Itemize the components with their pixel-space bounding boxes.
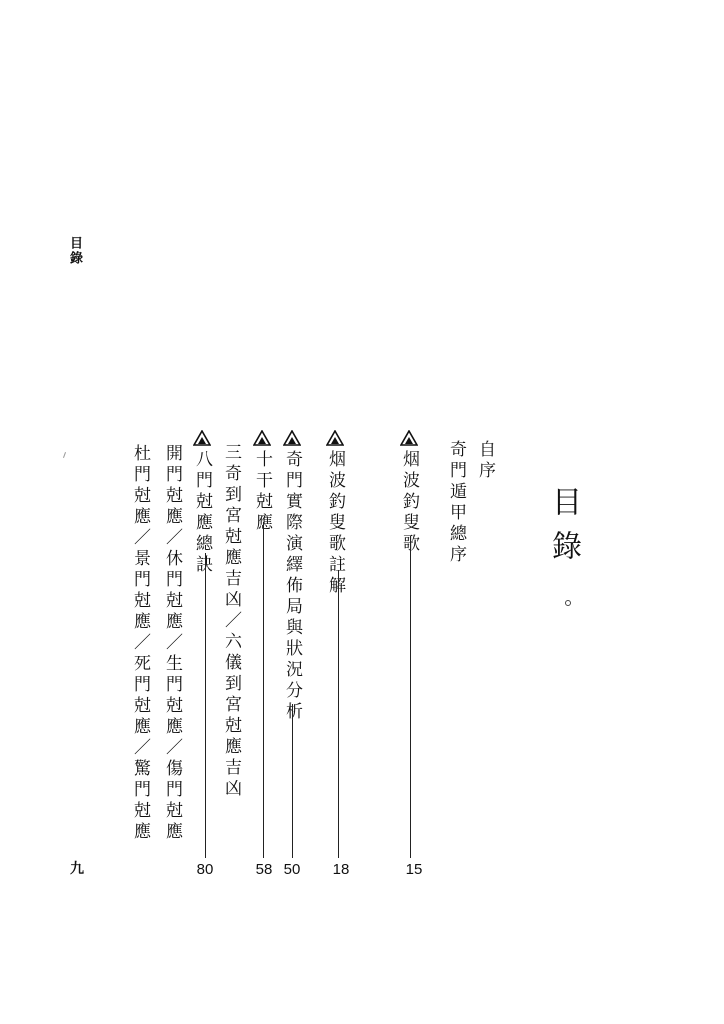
- leader-line: [410, 540, 411, 858]
- triangle-marker-icon: [326, 430, 344, 446]
- toc-entry-label[interactable]: 開門尅應／休門尅應／生門尅應／傷門尅應: [162, 444, 182, 843]
- triangle-marker-icon: [253, 430, 271, 446]
- triangle-marker-icon: [193, 430, 211, 446]
- toc-entry-label[interactable]: 杜門尅應／景門尅應／死門尅應／驚門尅應: [130, 444, 150, 843]
- triangle-marker-icon: [400, 430, 418, 446]
- toc-page-number: 50: [283, 861, 301, 878]
- page-number: 九: [70, 861, 84, 877]
- toc-page-number: 80: [196, 861, 214, 878]
- toc-entry-label[interactable]: 三奇到宮尅應吉凶／六儀到宮尅應吉凶: [221, 443, 241, 800]
- scan-speck: [63, 452, 66, 458]
- title-dot: [565, 600, 571, 606]
- triangle-marker-icon: [283, 430, 301, 446]
- leader-line: [292, 704, 293, 858]
- page-title: 目錄: [546, 486, 581, 574]
- toc-entry-label[interactable]: 奇門實際演繹佈局與狀況分析: [282, 450, 302, 723]
- running-header: 目錄: [67, 236, 82, 266]
- toc-page-number: 15: [405, 861, 423, 878]
- toc-entry-label[interactable]: 十干尅應: [252, 450, 272, 534]
- toc-entry-label[interactable]: 烟波釣叟歌註解: [325, 450, 345, 597]
- toc-entry-label[interactable]: 烟波釣叟歌: [399, 450, 419, 555]
- leader-line: [338, 570, 339, 858]
- toc-entry-label[interactable]: 八門尅應總訣: [192, 450, 212, 576]
- leader-line: [205, 553, 206, 858]
- toc-entry-label[interactable]: 奇門遁甲總序: [446, 440, 466, 566]
- leader-line: [263, 522, 264, 858]
- toc-page-number: 58: [255, 861, 273, 878]
- toc-entry-label[interactable]: 自序: [475, 440, 495, 482]
- toc-page-number: 18: [332, 861, 350, 878]
